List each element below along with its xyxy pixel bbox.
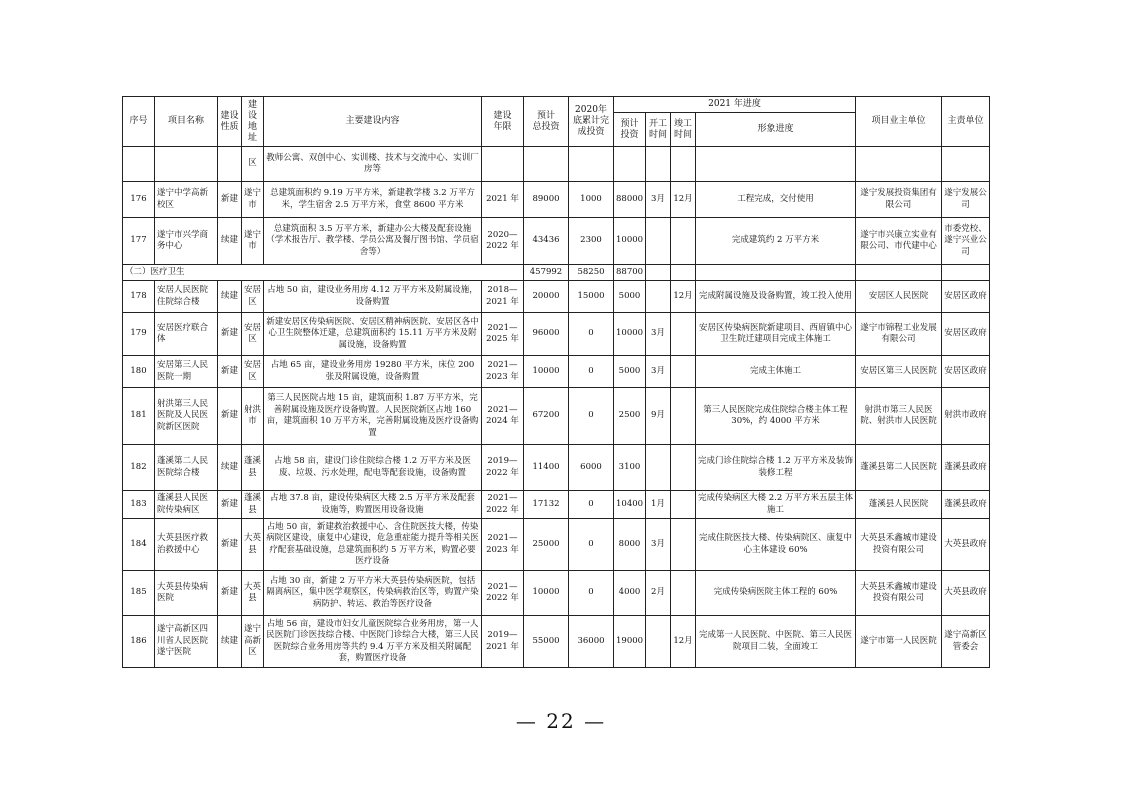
table-body — [123, 147, 990, 668]
row-period: 2021—2025 年 — [482, 313, 524, 356]
row-period: 2021—2022 年 — [482, 491, 524, 519]
row-2020: 0 — [569, 388, 614, 445]
table-row — [123, 313, 990, 356]
row-start: 3月 — [646, 519, 671, 571]
row-start — [646, 281, 671, 313]
row-progress: 完成建筑约 2 万平方米 — [696, 218, 856, 265]
row-location: 射洪市 — [242, 388, 264, 445]
row-location: 遂宁市 — [242, 182, 264, 218]
row-nature: 新建 — [218, 313, 242, 356]
row-seq: 178 — [123, 281, 155, 313]
row-2020: 2300 — [569, 218, 614, 265]
header-end: 竣工 时间 — [671, 113, 696, 147]
table-row — [123, 571, 990, 616]
row-owner: 遂宁市锦程工业发展有限公司 — [856, 313, 942, 356]
row-end: 12月 — [671, 281, 696, 313]
row-seq: 176 — [123, 182, 155, 218]
row-end — [671, 313, 696, 356]
row-total: 25000 — [524, 519, 569, 571]
row-period: 2021—2024 年 — [482, 388, 524, 445]
row-period — [482, 147, 524, 182]
row-start — [646, 616, 671, 668]
row-nature: 续建 — [218, 281, 242, 313]
empty-cell — [856, 265, 942, 281]
table-row — [123, 445, 990, 491]
row-plan: 4000 — [614, 571, 646, 616]
row-location: 遂宁市 — [242, 218, 264, 265]
row-name: 大英县传染病医院 — [155, 571, 218, 616]
row-2020: 0 — [569, 356, 614, 388]
header-2021-progress: 2021 年进度 — [614, 97, 856, 113]
row-nature: 新建 — [218, 571, 242, 616]
row-start — [646, 147, 671, 182]
row-total: 11400 — [524, 445, 569, 491]
row-name: 蓬溪县人民医院传染病区 — [155, 491, 218, 519]
row-seq: 180 — [123, 356, 155, 388]
row-end — [671, 218, 696, 265]
row-plan — [614, 147, 646, 182]
row-location: 大英县 — [242, 519, 264, 571]
row-plan: 10400 — [614, 491, 646, 519]
row-end — [671, 491, 696, 519]
row-end — [671, 445, 696, 491]
row-name: 遂宁中学高新校区 — [155, 182, 218, 218]
row-owner: 遂宁市第一人民医院 — [856, 616, 942, 668]
row-content: 教师公寓、双创中心、实训楼、技术与交流中心、实训厂房等 — [264, 147, 482, 182]
header-start: 开工 时间 — [646, 113, 671, 147]
row-plan: 10000 — [614, 218, 646, 265]
row-owner: 蓬溪县第二人民医院 — [856, 445, 942, 491]
section-2020: 58250 — [569, 265, 614, 281]
row-period: 2021—2023 年 — [482, 356, 524, 388]
row-seq: 185 — [123, 571, 155, 616]
header-location: 建设 地址 — [242, 97, 264, 147]
row-responsible: 遂宁发展公司 — [942, 182, 990, 218]
table-row — [123, 356, 990, 388]
row-progress: 完成住院医技大楼、传染病院区、康复中心主体建设 60% — [696, 519, 856, 571]
row-period: 2020—2022 年 — [482, 218, 524, 265]
row-plan: 10000 — [614, 313, 646, 356]
row-total: 67200 — [524, 388, 569, 445]
row-location: 蓬溪县 — [242, 491, 264, 519]
row-2020: 0 — [569, 491, 614, 519]
row-responsible: 市委党校、遂宁兴业公司 — [942, 218, 990, 265]
row-content: 占地 65 亩，建设业务用房 19280 平方米，床位 200 张及附属设施，设备购置 — [264, 356, 482, 388]
page-number: — 22 — — [515, 709, 607, 733]
row-responsible: 蓬溪县政府 — [942, 491, 990, 519]
row-responsible: 安居区政府 — [942, 281, 990, 313]
row-seq: 177 — [123, 218, 155, 265]
header-period: 建设 年限 — [482, 97, 524, 147]
header-plan: 预计 投资 — [614, 113, 646, 147]
row-content: 占地 56 亩，建设市妇女儿童医院综合业务用房，第一人民医院门诊医技综合楼、中医院门诊综合大楼，第三人民医院综合业务用房等共约 9.4 万平方米及相关附属配套，购置医疗设备 — [264, 616, 482, 668]
header-total: 预计 总投资 — [524, 97, 569, 147]
row-total: 96000 — [524, 313, 569, 356]
row-seq: 183 — [123, 491, 155, 519]
header-seq: 序号 — [123, 97, 155, 147]
row-location: 安居区 — [242, 313, 264, 356]
project-table — [122, 96, 990, 668]
row-end — [671, 388, 696, 445]
section-plan: 88700 — [614, 265, 646, 281]
row-seq: 184 — [123, 519, 155, 571]
row-responsible — [942, 147, 990, 182]
row-name: 蓬溪第二人民医院综合楼 — [155, 445, 218, 491]
row-seq: 179 — [123, 313, 155, 356]
row-seq: 181 — [123, 388, 155, 445]
row-name: 安居人民医院住院综合楼 — [155, 281, 218, 313]
row-start — [646, 445, 671, 491]
table-row — [123, 218, 990, 265]
row-responsible: 安居区政府 — [942, 313, 990, 356]
row-content: 总建筑面积 3.5 万平方米，新建办公大楼及配套设施（学术报告厅、教学楼、学员公寓及餐厅图书馆、学员宿舍等） — [264, 218, 482, 265]
row-name: 安居第三人民医院一期 — [155, 356, 218, 388]
row-owner: 蓬溪县人民医院 — [856, 491, 942, 519]
row-owner: 大英县禾鑫城市建设投资有限公司 — [856, 519, 942, 571]
row-progress: 完成附属设施及设备购置，竣工投入使用 — [696, 281, 856, 313]
row-start: 3月 — [646, 182, 671, 218]
row-nature: 新建 — [218, 388, 242, 445]
row-seq: 186 — [123, 616, 155, 668]
row-start: 2月 — [646, 571, 671, 616]
row-total — [524, 147, 569, 182]
row-plan: 2500 — [614, 388, 646, 445]
row-seq: 182 — [123, 445, 155, 491]
row-content: 占地 50 亩，新建救治救援中心、含住院医技大楼，传染病院区建设，康复中心建设，危急重症能力提升等相关医疗配套基础设施，总建筑面积约 5 万平方米，购置必要医疗设备 — [264, 519, 482, 571]
row-nature: 新建 — [218, 182, 242, 218]
row-total: 89000 — [524, 182, 569, 218]
table-row — [123, 616, 990, 668]
row-progress — [696, 147, 856, 182]
row-progress: 工程完成，交付使用 — [696, 182, 856, 218]
row-content: 第三人民医院占地 15 亩，建筑面积 1.87 万平方米，完善附属设施及医疗设备购置。人民医院新区占地 160 亩，建筑面积 10 万平方米，完善附属设施及医疗设备购置 — [264, 388, 482, 445]
row-location: 大英县 — [242, 571, 264, 616]
row-content: 占地 37.8 亩，建设传染病区大楼 2.5 万平方米及配套设施等，购置医用设备设施 — [264, 491, 482, 519]
row-plan: 8000 — [614, 519, 646, 571]
row-period: 2019—2022 年 — [482, 445, 524, 491]
table-row — [123, 147, 990, 182]
row-start: 1月 — [646, 491, 671, 519]
row-plan: 5000 — [614, 281, 646, 313]
row-responsible: 大英县政府 — [942, 571, 990, 616]
row-content: 总建筑面积约 9.19 万平方米，新建教学楼 3.2 万平方米，学生宿舍 2.5 万平方米，食堂 8600 平方米 — [264, 182, 482, 218]
row-content: 占地 30 亩，新建 2 万平方米大英县传染病医院，包括隔离病区，集中医学观察区，传染病救治区等，购置产染病防护、转运、救治等医疗设备 — [264, 571, 482, 616]
row-plan: 3100 — [614, 445, 646, 491]
row-name: 遂宁市兴学商务中心 — [155, 218, 218, 265]
row-progress: 第三人民医院完成住院综合楼主体工程 30%，约 4000 平方米 — [696, 388, 856, 445]
header-image-progress: 形象进度 — [696, 113, 856, 147]
table-row — [123, 281, 990, 313]
row-name: 安居医疗联合体 — [155, 313, 218, 356]
row-responsible: 遂宁高新区管委会 — [942, 616, 990, 668]
row-seq — [123, 147, 155, 182]
row-content: 占地 58 亩，建设门诊住院综合楼 1.2 万平方米及医废、垃圾、污水处理，配电等配套设施，设备购置 — [264, 445, 482, 491]
empty-cell — [646, 265, 671, 281]
row-nature: 续建 — [218, 445, 242, 491]
table-row — [123, 519, 990, 571]
row-owner — [856, 147, 942, 182]
row-responsible: 射洪市政府 — [942, 388, 990, 445]
row-end: 12月 — [671, 182, 696, 218]
row-progress: 完成门诊住院综合楼 1.2 万平方米及装饰装修工程 — [696, 445, 856, 491]
row-owner: 安居区第三人民医院 — [856, 356, 942, 388]
row-2020 — [569, 147, 614, 182]
row-end — [671, 356, 696, 388]
row-start: 9月 — [646, 388, 671, 445]
row-progress: 完成传染病区大楼 2.2 万平方米五层主体施工 — [696, 491, 856, 519]
row-nature: 新建 — [218, 491, 242, 519]
row-responsible: 大英县政府 — [942, 519, 990, 571]
table-row — [123, 388, 990, 445]
row-total: 55000 — [524, 616, 569, 668]
row-owner: 射洪市第三人民医院、射洪市人民医院 — [856, 388, 942, 445]
row-2020: 15000 — [569, 281, 614, 313]
row-total: 10000 — [524, 356, 569, 388]
row-progress: 完成主体施工 — [696, 356, 856, 388]
header-content: 主要建设内容 — [264, 97, 482, 147]
row-2020: 36000 — [569, 616, 614, 668]
row-owner: 遂宁发展投资集团有限公司 — [856, 182, 942, 218]
section-total: 457992 — [524, 265, 569, 281]
row-nature: 续建 — [218, 616, 242, 668]
section-row — [123, 265, 990, 281]
header-responsible: 主责单位 — [942, 97, 990, 147]
row-nature: 续建 — [218, 218, 242, 265]
row-period: 2021—2023 年 — [482, 519, 524, 571]
row-period: 2021—2022 年 — [482, 571, 524, 616]
project-table-sheet — [122, 96, 989, 668]
row-owner: 安居区人民医院 — [856, 281, 942, 313]
row-total: 17132 — [524, 491, 569, 519]
row-total: 20000 — [524, 281, 569, 313]
row-responsible: 安居区政府 — [942, 356, 990, 388]
row-content: 新建安居区传染病医院、安居区精神病医院、安居区各中心卫生院整体迁建，总建筑面积约 15.11 万平方米及附属设施，设备购置 — [264, 313, 482, 356]
row-period: 2021 年 — [482, 182, 524, 218]
row-progress: 完成第一人民医院、中医院、第三人民医院项目二装，全面竣工 — [696, 616, 856, 668]
row-content: 占地 50 亩，建设业务用房 4.12 万平方米及附属设施，设备购置 — [264, 281, 482, 313]
row-owner: 遂宁市兴康立实业有限公司、市代建中心 — [856, 218, 942, 265]
table-row — [123, 182, 990, 218]
row-plan: 5000 — [614, 356, 646, 388]
empty-cell — [696, 265, 856, 281]
row-plan: 88000 — [614, 182, 646, 218]
row-plan: 19000 — [614, 616, 646, 668]
row-name: 射洪第三人民医院及人民医院新区医院 — [155, 388, 218, 445]
row-2020: 1000 — [569, 182, 614, 218]
row-nature: 新建 — [218, 519, 242, 571]
row-end: 12月 — [671, 616, 696, 668]
row-total: 10000 — [524, 571, 569, 616]
row-location: 区 — [242, 147, 264, 182]
row-name: 遂宁高新区四川省人民医院遂宁医院 — [155, 616, 218, 668]
table-row — [123, 491, 990, 519]
header-2020: 2020年 底累计完 成投资 — [569, 97, 614, 147]
row-period: 2019—2021 年 — [482, 616, 524, 668]
header-name: 项目名称 — [155, 97, 218, 147]
row-progress: 安居区传染病医院新建项目、西眉镇中心卫生院迁建项目完成主体施工 — [696, 313, 856, 356]
row-start — [646, 218, 671, 265]
row-location: 遂宁高新区 — [242, 616, 264, 668]
row-2020: 0 — [569, 519, 614, 571]
row-progress: 完成传染病医院主体工程的 60% — [696, 571, 856, 616]
empty-cell — [942, 265, 990, 281]
row-nature: 新建 — [218, 356, 242, 388]
row-2020: 0 — [569, 313, 614, 356]
section-label: （二）医疗卫生 — [123, 265, 524, 281]
row-location: 蓬溪县 — [242, 445, 264, 491]
header-nature: 建设 性质 — [218, 97, 242, 147]
row-responsible: 蓬溪县政府 — [942, 445, 990, 491]
row-2020: 0 — [569, 571, 614, 616]
row-start: 3月 — [646, 313, 671, 356]
row-nature — [218, 147, 242, 182]
row-end — [671, 519, 696, 571]
header-owner: 项目业主单位 — [856, 97, 942, 147]
row-end — [671, 571, 696, 616]
row-name: 大英县医疗救治救援中心 — [155, 519, 218, 571]
row-period: 2018—2021 年 — [482, 281, 524, 313]
row-end — [671, 147, 696, 182]
row-total: 43436 — [524, 218, 569, 265]
empty-cell — [671, 265, 696, 281]
row-name — [155, 147, 218, 182]
row-2020: 6000 — [569, 445, 614, 491]
row-location: 安居区 — [242, 356, 264, 388]
row-owner: 大英县禾鑫城市建设投资有限公司 — [856, 571, 942, 616]
row-location: 安居区 — [242, 281, 264, 313]
row-start: 3月 — [646, 356, 671, 388]
